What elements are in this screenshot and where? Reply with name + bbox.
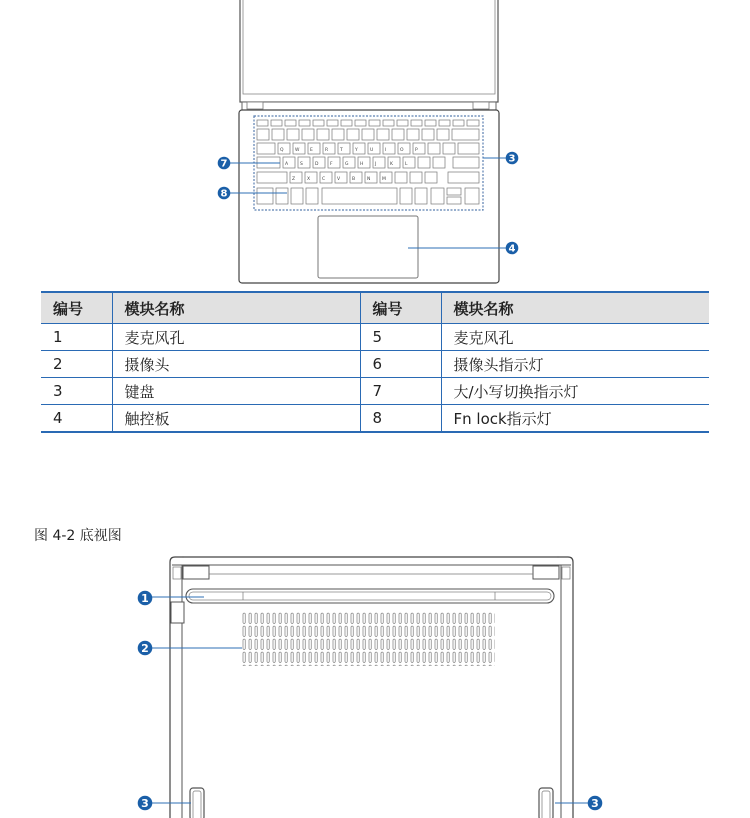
header-number: 编号 — [360, 292, 441, 324]
figure-caption: 图 4-2 底视图 — [34, 528, 122, 544]
svg-text:3: 3 — [508, 153, 516, 165]
callout-3-icon — [505, 151, 519, 165]
callout-7-icon — [217, 156, 231, 170]
cell-number: 1 — [41, 324, 112, 351]
svg-text:E: E — [310, 148, 313, 153]
svg-text:Y: Y — [355, 148, 358, 153]
cell-module-name: 键盘 — [112, 378, 360, 405]
svg-text:F: F — [330, 162, 333, 167]
laptop-top-view-figure — [0, 0, 750, 290]
cell-module-name: 摄像头指示灯 — [441, 351, 709, 378]
callout-1-icon — [137, 590, 153, 606]
cell-number: 6 — [360, 351, 441, 378]
header-module-name: 模块名称 — [112, 292, 360, 324]
svg-text:V: V — [337, 177, 341, 182]
svg-text:T: T — [340, 148, 343, 153]
svg-text:W: W — [295, 148, 300, 153]
table-row — [41, 378, 709, 405]
svg-text:3: 3 — [591, 797, 599, 810]
svg-text:O: O — [400, 148, 404, 153]
svg-text:K: K — [390, 162, 393, 167]
svg-text:M: M — [382, 177, 386, 182]
header-number: 编号 — [41, 292, 112, 324]
cell-number: 7 — [360, 378, 441, 405]
svg-text:I: I — [385, 148, 387, 153]
svg-text:C: C — [322, 177, 326, 182]
svg-text:B: B — [352, 177, 356, 182]
svg-text:N: N — [367, 177, 371, 182]
cell-module-name: 摄像头 — [112, 351, 360, 378]
svg-text:X: X — [307, 177, 311, 182]
svg-text:3: 3 — [141, 797, 149, 810]
svg-text:R: R — [325, 148, 329, 153]
svg-text:H: H — [360, 162, 364, 167]
svg-text:A: A — [285, 162, 289, 167]
svg-text:1: 1 — [141, 592, 149, 605]
table-row — [41, 351, 709, 378]
cell-number: 3 — [41, 378, 112, 405]
svg-text:7: 7 — [220, 158, 228, 170]
table-header-row — [41, 292, 709, 324]
callout-2-icon — [137, 640, 153, 656]
svg-text:8: 8 — [220, 188, 228, 200]
cell-number: 4 — [53, 409, 63, 427]
callout-3-right-icon — [587, 795, 603, 811]
header-module-name: 模块名称 — [441, 292, 709, 324]
svg-text:S: S — [300, 162, 303, 167]
table-row — [41, 405, 709, 433]
laptop-top-view-drawing — [0, 0, 750, 290]
svg-text:Q: Q — [280, 148, 284, 153]
svg-text:J: J — [375, 162, 377, 167]
cell-module-name: 触控板 — [112, 405, 360, 433]
cell-number: 2 — [41, 351, 112, 378]
laptop-bottom-view-figure — [0, 550, 750, 818]
svg-text:L: L — [405, 162, 408, 167]
laptop-bottom-view-drawing — [0, 550, 750, 818]
callout-8-icon — [217, 186, 231, 200]
svg-text:D: D — [315, 162, 319, 167]
svg-text:U: U — [370, 148, 374, 153]
cell-module-name: Fn lock指示灯 — [441, 405, 709, 433]
svg-text:P: P — [415, 148, 418, 153]
callout-3-left-icon — [137, 795, 153, 811]
svg-text:Z: Z — [292, 177, 296, 182]
callout-4-icon — [505, 241, 519, 255]
svg-text:G: G — [345, 162, 349, 167]
svg-text:2: 2 — [141, 642, 149, 655]
module-table — [41, 291, 709, 433]
cell-module-name: 大/小写切换指示灯 — [441, 378, 709, 405]
table-row — [41, 324, 709, 351]
cell-module-name: 麦克风孔 — [112, 324, 360, 351]
cell-module-name: 麦克风孔 — [441, 324, 709, 351]
cell-number: 8 — [360, 405, 441, 433]
vent-grille — [242, 612, 495, 666]
cell-number: 5 — [360, 324, 441, 351]
svg-text:4: 4 — [508, 243, 516, 255]
